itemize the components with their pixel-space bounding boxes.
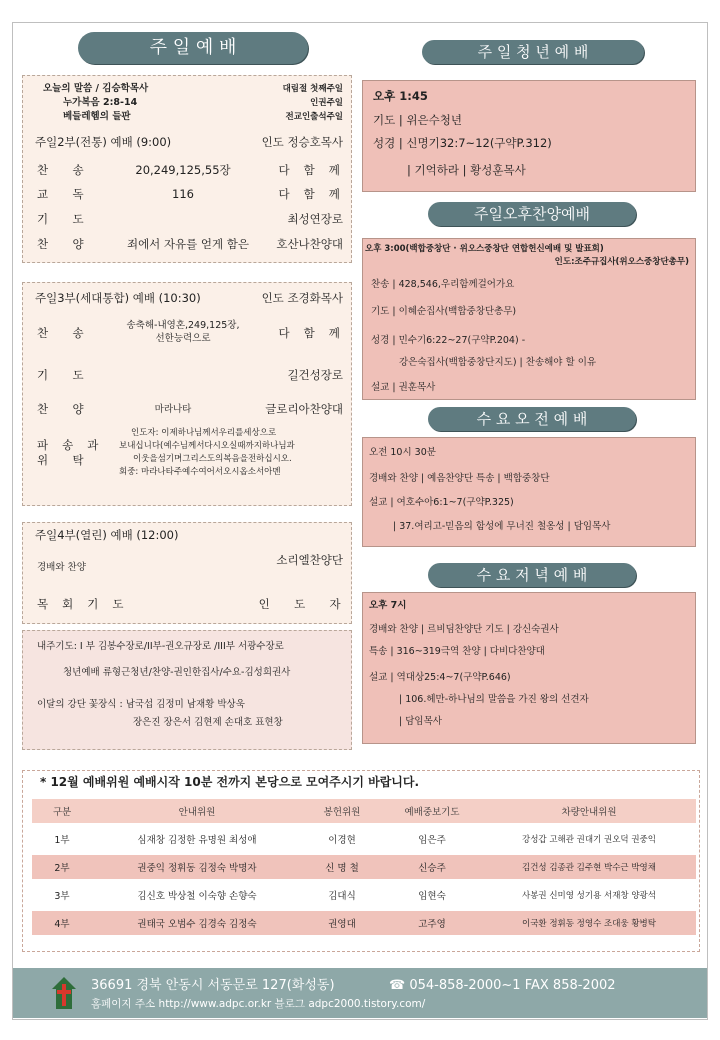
wed-evening-header: 수 요 저 녁 예 배 — [428, 563, 636, 587]
afternoon-hymn: 찬송 | 428,546,우리함께걸어가요 — [371, 279, 515, 290]
table-cell: 이국환 정휘동 정영수 조대웅 황병탁 — [482, 911, 696, 935]
service2-row-who: 호산나찬양대 — [276, 237, 343, 251]
service3-send-label2: 위 탁 — [37, 453, 94, 467]
wed-morning-header: 수 요 오 전 예 배 — [428, 407, 636, 431]
table-cell: 김신호 박상철 이숙향 손향숙 — [92, 883, 302, 907]
flowers-line2: 장은진 장은서 김현제 손대호 표현창 — [133, 717, 283, 728]
service4-title: 주일4부(열린) 예배 (12:00) — [35, 528, 179, 542]
service2-row-who: 최성연장로 — [287, 212, 343, 226]
footer-web: 홈페이지 주소 http://www.adpc.or.kr 블로그 adpc2000.tistory.com/ — [91, 998, 426, 1010]
service3-send-line1: 인도자: 이제하나님께서우리를세상으로 — [131, 428, 277, 438]
service3-hymn-who: 다 함 께 — [278, 326, 345, 340]
wed-evening-box — [362, 592, 696, 744]
youth-sermon: | 기억하라 | 황성훈목사 — [407, 163, 526, 177]
table-row — [32, 827, 696, 851]
sermon-title: 베들레헴의 들판 — [63, 111, 131, 122]
flowers-line1: 이달의 강단 꽃장식 : 남국섭 김정미 남재황 박상욱 — [37, 699, 245, 710]
table-cell: 심재창 김정한 유명원 최성애 — [92, 827, 302, 851]
service3-prayer-label: 기 도 — [37, 368, 94, 382]
afternoon-line1: 오후 3:00(백합중창단 · 위오스중창단 연합헌신예배 및 발표회) — [365, 244, 604, 254]
col-header: 안내위원 — [92, 799, 302, 823]
next-week-youth: 청년예배 류형근청년/찬양-권인한집사/수요-김성희권사 — [63, 667, 291, 678]
service3-send-label: 파 송 과 — [37, 438, 104, 452]
table-cell: 고주영 — [382, 911, 482, 935]
service4-box — [22, 522, 352, 624]
sermon-tag3: 전교인출석주일 — [285, 112, 343, 122]
youth-time: 오후 1:45 — [373, 89, 428, 103]
wed-evening-sermon: 설교 | 역대상25:4~7(구약P.646) — [369, 672, 511, 683]
service3-prayer-who: 길건성장로 — [287, 368, 343, 382]
table-cell: 권중익 정휘동 김정숙 박명자 — [92, 855, 302, 879]
service2-row-content: 죄에서 자유를 얻게 함은 — [126, 237, 250, 251]
service3-hymn-line1: 송축해-내영혼,249,125장, — [126, 320, 240, 331]
col-header: 예배중보기도 — [382, 799, 482, 823]
table-cell: 권태국 오범수 김경숙 김정숙 — [92, 911, 302, 935]
service3-hymn-label: 찬 송 — [37, 326, 94, 340]
table-cell: 강성갑 고해관 권대기 권오덕 권중익 — [482, 827, 696, 851]
table-cell: 2부 — [32, 855, 92, 879]
service2-row-label: 찬 양 — [37, 237, 94, 251]
table-row — [32, 883, 696, 907]
service2-leader: 인도 정승호목사 — [261, 135, 343, 149]
afternoon-scripture: 성경 | 민수기6:22~27(구약P.204) - — [371, 335, 526, 346]
table-cell: 사봉권 신미영 성기용 서재창 양광석 — [482, 883, 696, 907]
table-cell: 4부 — [32, 911, 92, 935]
next-week-prayer: 내주기도: I 부 김봉수장로/II부-권오규장로 /III부 서광수장로 — [37, 641, 284, 652]
wed-evening-worship: 경배와 찬양 | 르비딤찬양단 기도 | 강신숙권사 — [369, 624, 559, 635]
wed-morning-worship: 경배와 찬양 | 예음찬양단 특송 | 백합중창단 — [369, 473, 550, 484]
afternoon-prayer: 기도 | 이혜순집사(백합중창단총무) — [371, 306, 517, 317]
service4-closing-label: 목 회 기 도 — [37, 597, 129, 611]
service2-row-who: 다 함 께 — [278, 163, 345, 177]
sermon-line1: 오늘의 말씀 / 김승학목사 — [43, 83, 149, 94]
wed-evening-title: | 106.헤만-하나님의 말씀을 가진 왕의 선견자 — [399, 694, 589, 705]
committee-table — [32, 795, 696, 939]
committee-heading: * 12월 예배위원 예배시작 10분 전까지 본당으로 모여주시기 바랍니다. — [40, 775, 420, 789]
wed-evening-preacher: | 담임목사 — [399, 716, 442, 727]
table-cell: 권영대 — [302, 911, 382, 935]
table-cell: 1부 — [32, 827, 92, 851]
wed-evening-special: 특송 | 316~319극역 찬양 | 다비다찬양대 — [369, 646, 545, 657]
service3-box — [22, 282, 352, 506]
wed-morning-box — [362, 437, 696, 547]
service3-send-line2: 보내십니다(예수님께서다시오실때까지하나님과 — [119, 441, 295, 451]
table-cell: 신 명 철 — [302, 855, 382, 879]
committee-header-row — [32, 799, 696, 823]
afternoon-sermon: 설교 | 권훈목사 — [371, 382, 436, 393]
sermon-tag2: 인권주일 — [310, 98, 343, 108]
col-header: 구분 — [32, 799, 92, 823]
sunday-worship-header: 주 일 예 배 — [78, 32, 308, 64]
footer — [13, 968, 707, 1018]
service2-row-label: 교 독 — [37, 187, 94, 201]
table-cell: 신승주 — [382, 855, 482, 879]
service2-row-content: 20,249,125,55장 — [135, 163, 231, 177]
service2-row-content: 116 — [172, 187, 194, 201]
wed-morning-title: | 37.여리고-믿음의 함성에 무너진 철옹성 | 담임목사 — [393, 521, 611, 532]
footer-phone: ☎ 054-858-2000~1 FAX 858-2002 — [389, 978, 616, 993]
afternoon-worship-header: 주일오후찬양예배 — [428, 202, 636, 226]
table-cell: 3부 — [32, 883, 92, 907]
service2-row-label: 기 도 — [37, 212, 94, 226]
church-logo-icon — [51, 976, 77, 1010]
table-row — [32, 855, 696, 879]
col-header: 봉헌위원 — [302, 799, 382, 823]
service3-anthem-content: 마라나타 — [154, 404, 192, 415]
service2-row-label: 찬 송 — [37, 163, 94, 177]
footer-address: 36691 경북 안동시 서동문로 127(화성동) — [91, 978, 335, 993]
afternoon-speaker: 강은숙집사(백합중창단지도) | 찬송해야 할 이유 — [399, 357, 597, 368]
service3-title: 주일3부(세대통합) 예배 (10:30) — [35, 291, 201, 305]
sermon-scripture: 누가복음 2:8-14 — [63, 97, 138, 108]
service3-send-line4: 회중: 마라나타주예수여어서오시옵소서아멘 — [119, 467, 281, 477]
service3-send-line3: 이웃을섬기며그리스도의복음을전하십시오. — [133, 454, 292, 464]
sermon-tag1: 대림절 첫째주일 — [282, 84, 343, 94]
table-row — [32, 911, 696, 935]
youth-box — [362, 80, 696, 192]
next-week-box — [22, 630, 352, 750]
col-header: 차량안내위원 — [482, 799, 696, 823]
service2-title: 주일2부(전통) 예배 (9:00) — [35, 135, 172, 149]
wed-morning-time: 오전 10시 30분 — [369, 447, 436, 458]
afternoon-box — [362, 238, 696, 400]
service2-row-who: 다 함 께 — [278, 187, 345, 201]
wed-morning-sermon: 설교 | 여호수아6:1~7(구약P.325) — [369, 497, 514, 508]
service3-anthem-who: 글로리아찬양대 — [265, 402, 343, 416]
service3-hymn-line2: 선한능력으로 — [155, 333, 211, 344]
service3-anthem-label: 찬 양 — [37, 402, 94, 416]
table-cell: 김건성 김종관 김주현 박수근 박영채 — [482, 855, 696, 879]
table-cell: 임현숙 — [382, 883, 482, 907]
service2-box — [22, 75, 352, 263]
afternoon-leader: 인도:조주규집사(위오스중창단총무) — [554, 257, 689, 267]
service4-closing-who: 인 도 자 — [258, 597, 351, 611]
table-cell: 임은주 — [382, 827, 482, 851]
service4-worship-who: 소리엘찬양단 — [276, 553, 343, 567]
youth-prayer: 기도 | 위은수청년 — [373, 113, 462, 127]
youth-scripture: 성경 | 신명기32:7~12(구약P.312) — [373, 136, 552, 150]
table-cell: 이경현 — [302, 827, 382, 851]
youth-worship-header: 주 일 청 년 예 배 — [422, 40, 644, 64]
service4-worship-label: 경배와 찬양 — [37, 562, 86, 573]
wed-evening-time: 오후 7시 — [369, 600, 407, 611]
service3-leader: 인도 조경화목사 — [261, 291, 343, 305]
table-cell: 김대식 — [302, 883, 382, 907]
